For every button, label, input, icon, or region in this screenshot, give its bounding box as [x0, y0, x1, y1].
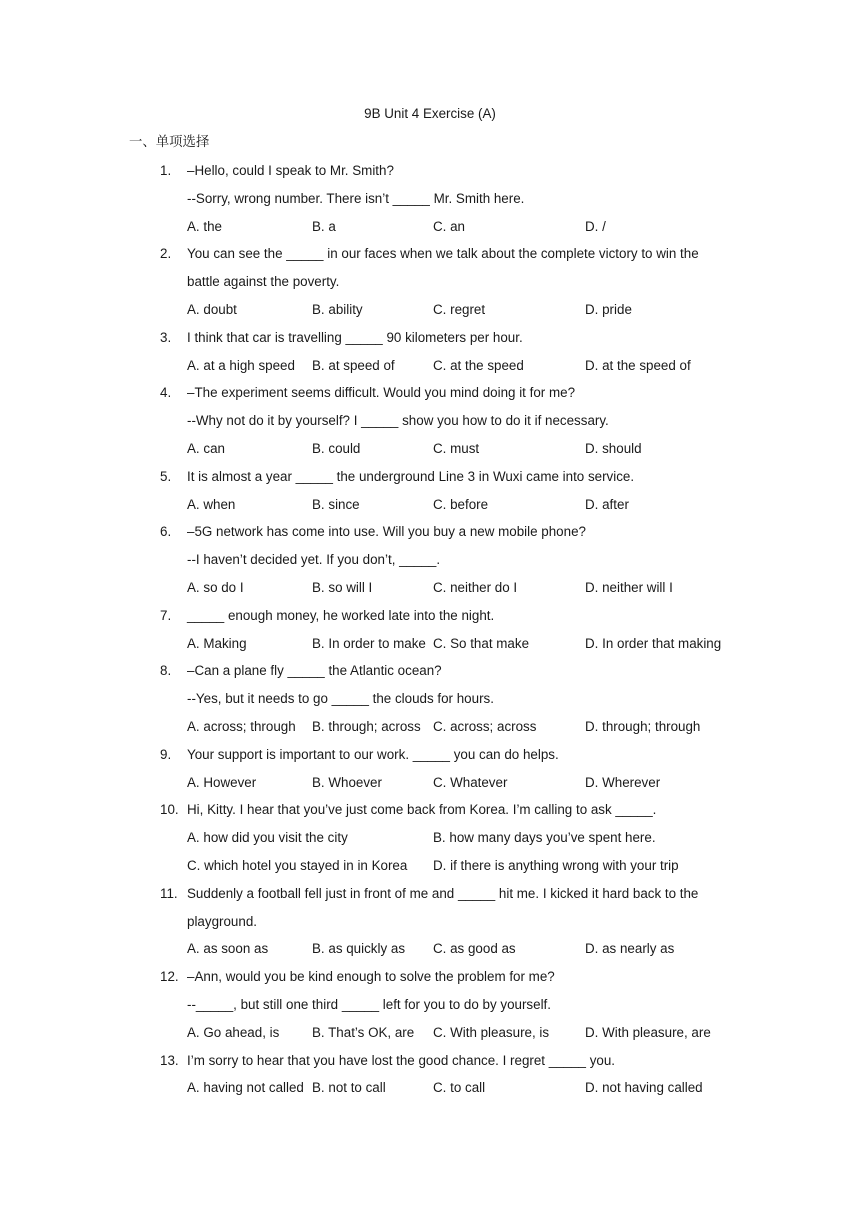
option-c: C. to call: [433, 1080, 486, 1096]
option-b: B. so will I: [312, 579, 373, 595]
question-number: 1.: [160, 163, 172, 178]
option-d: D. if there is anything wrong with your trip: [433, 857, 679, 873]
option-d: D. In order that making: [585, 635, 722, 651]
question-1-line: [0, 161, 860, 189]
section-heading: 一、单项选择: [129, 134, 210, 149]
options-row: [0, 773, 860, 801]
option-a: A. across; through: [187, 718, 296, 734]
question-text: –Hello, could I speak to Mr. Smith?: [187, 163, 394, 178]
options-row: [0, 717, 860, 745]
options-row: [0, 356, 860, 384]
option-d: D. With pleasure, are: [585, 1024, 711, 1040]
question-text: --Yes, but it needs to go _____ the clouds for hours.: [187, 691, 494, 707]
option-a: A. as soon as: [187, 941, 269, 957]
question-text: I think that car is travelling _____ 90 kilometers per hour.: [187, 329, 523, 345]
option-c: C. So that make: [433, 635, 530, 651]
question-number: 2.: [160, 246, 172, 262]
question-number: 11.: [160, 885, 178, 901]
question-text: Hi, Kitty. I hear that you’ve just come back from Korea. I’m calling to ask _____.: [187, 802, 657, 818]
option-c: C. at the speed: [433, 357, 524, 373]
options-row: [0, 217, 860, 245]
option-c: C. regret: [433, 301, 486, 317]
option-c: C. an: [433, 218, 466, 234]
question-number: 4.: [160, 385, 172, 401]
options-row: [0, 856, 860, 884]
question-text: –The experiment seems difficult. Would you mind doing it for me?: [187, 385, 576, 401]
question-text: –5G network has come into use. Will you buy a new mobile phone?: [187, 524, 586, 540]
question-number: 9.: [160, 746, 172, 762]
question-number: 5.: [160, 468, 172, 484]
question-number: 13.: [160, 1052, 179, 1068]
question-text: playground.: [187, 913, 257, 929]
option-a: A. can: [187, 440, 225, 456]
question-9-line: [0, 745, 860, 773]
option-a: A. doubt: [187, 301, 237, 317]
option-d: D. should: [585, 440, 642, 456]
option-c: C. must: [433, 440, 480, 456]
question-text: --Why not do it by yourself? I _____ show you how to do it if necessary.: [187, 413, 609, 429]
question-text: --_____, but still one third _____ left for you to do by yourself.: [187, 996, 551, 1012]
options-row: [0, 1078, 860, 1106]
option-a: A. Go ahead, is: [187, 1024, 280, 1040]
question-13-line: [0, 1051, 860, 1079]
option-d: D. as nearly as: [585, 941, 675, 957]
question-5-line: [0, 467, 860, 495]
question-1-line: [0, 189, 860, 217]
question-2-line: [0, 272, 860, 300]
question-text: I’m sorry to hear that you have lost the good chance. I regret _____ you.: [187, 1052, 616, 1068]
options-row: [0, 634, 860, 662]
question-11-line: [0, 912, 860, 940]
option-b: B. could: [312, 440, 361, 456]
page-title: 9B Unit 4 Exercise (A): [364, 106, 496, 121]
question-11-line: [0, 884, 860, 912]
option-c: C. as good as: [433, 941, 516, 957]
option-a: A. so do I: [187, 579, 244, 595]
question-list: [0, 161, 860, 1106]
options-row: [0, 939, 860, 967]
question-4-line: [0, 411, 860, 439]
option-b: B. at speed of: [312, 357, 395, 373]
question-3-line: [0, 328, 860, 356]
option-c: C. across; across: [433, 718, 537, 734]
question-text: --Sorry, wrong number. There isn’t _____ Mr. Smith here.: [187, 190, 525, 206]
option-b: B. how many days you’ve spent here.: [433, 830, 656, 846]
option-d: D. through; through: [585, 718, 701, 734]
options-row: [0, 1023, 860, 1051]
question-2-line: [0, 244, 860, 272]
question-text: –Can a plane fly _____ the Atlantic ocean?: [187, 663, 442, 679]
option-a: A. the: [187, 218, 222, 234]
option-d: D. pride: [585, 301, 632, 317]
option-b: B. ability: [312, 301, 363, 317]
option-c: C. Whatever: [433, 774, 508, 790]
option-b: B. In order to make: [312, 635, 426, 651]
question-10-line: [0, 800, 860, 828]
options-row: [0, 439, 860, 467]
option-a: A. Making: [187, 635, 247, 651]
option-d: D. Wherever: [585, 774, 661, 790]
option-d: D. neither will I: [585, 579, 673, 595]
question-8-line: [0, 689, 860, 717]
options-row: [0, 828, 860, 856]
option-d: D. after: [585, 496, 629, 512]
option-c: C. neither do I: [433, 579, 518, 595]
options-row: [0, 578, 860, 606]
question-number: 6.: [160, 524, 172, 540]
option-b: B. since: [312, 496, 360, 512]
option-a: A. However: [187, 774, 257, 790]
option-a: A. having not called: [187, 1080, 304, 1096]
question-12-line: [0, 995, 860, 1023]
question-text: It is almost a year _____ the underground Line 3 in Wuxi came into service.: [187, 468, 635, 484]
question-text: Your support is important to our work. _____ you can do helps.: [187, 746, 559, 762]
option-b: B. Whoever: [312, 774, 382, 790]
question-text: battle against the poverty.: [187, 274, 340, 290]
option-c: C. before: [433, 496, 489, 512]
question-8-line: [0, 661, 860, 689]
option-c: C. which hotel you stayed in in Korea: [187, 857, 408, 873]
question-number: 8.: [160, 663, 172, 679]
question-12-line: [0, 967, 860, 995]
question-text: You can see the _____ in our faces when we talk about the complete victory to win the: [187, 246, 699, 262]
option-b: B. a: [312, 218, 336, 234]
option-a: A. how did you visit the city: [187, 830, 348, 846]
question-text: –Ann, would you be kind enough to solve the problem for me?: [187, 969, 555, 985]
option-b: B. not to call: [312, 1080, 386, 1096]
question-number: 10.: [160, 802, 179, 818]
question-number: 7.: [160, 607, 172, 623]
options-row: [0, 300, 860, 328]
question-text: Suddenly a football fell just in front of me and _____ hit me. I kicked it hard back to the: [187, 885, 699, 901]
question-4-line: [0, 383, 860, 411]
question-text: --I haven’t decided yet. If you don’t, _____.: [187, 552, 441, 568]
options-row: [0, 495, 860, 523]
question-7-line: [0, 606, 860, 634]
option-a: A. at a high speed: [187, 357, 295, 373]
option-d: D. /: [585, 218, 606, 234]
option-c: C. With pleasure, is: [433, 1024, 550, 1040]
option-b: B. as quickly as: [312, 941, 406, 957]
question-number: 12.: [160, 969, 179, 985]
question-text: _____ enough money, he worked late into the night.: [187, 607, 495, 623]
question-6-line: [0, 550, 860, 578]
option-a: A. when: [187, 496, 236, 512]
option-d: D. not having called: [585, 1080, 703, 1096]
option-b: B. That’s OK, are: [312, 1024, 415, 1040]
question-6-line: [0, 522, 860, 550]
option-b: B. through; across: [312, 718, 421, 734]
option-d: D. at the speed of: [585, 357, 691, 373]
question-number: 3.: [160, 329, 172, 345]
